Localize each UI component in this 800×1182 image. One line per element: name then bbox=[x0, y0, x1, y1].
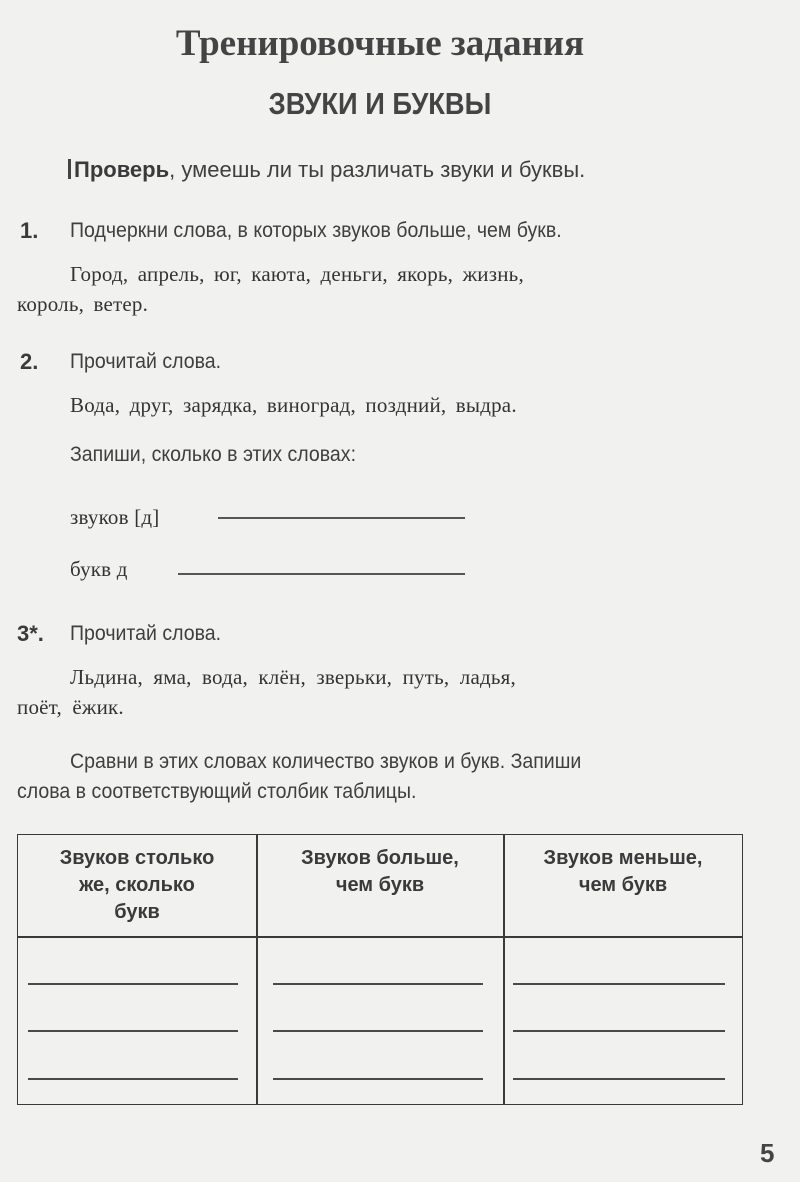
header-line: чем букв bbox=[335, 874, 425, 896]
task-2-header bbox=[20, 349, 38, 375]
task-3-words-line2: поёт, ёжик. bbox=[17, 695, 124, 719]
header-line: Звуков столько bbox=[59, 847, 215, 869]
page-number: 5 bbox=[760, 1138, 775, 1168]
header-line: чем букв bbox=[578, 874, 668, 896]
header-equal bbox=[18, 845, 256, 926]
check-text: , умеешь ли ты различать звуки и буквы. bbox=[169, 157, 586, 182]
answer-field-col3-row3[interactable] bbox=[513, 1078, 725, 1080]
task-2-prompt: Запиши, сколько в этих словах: bbox=[70, 443, 356, 466]
task-3-number: 3*. bbox=[17, 621, 44, 646]
answer-field-col3-row2[interactable] bbox=[513, 1030, 725, 1032]
task-1-instruction: Подчеркни слова, в которых звуков больше, чем букв. bbox=[70, 219, 562, 242]
answer-field-col2-row1[interactable] bbox=[273, 983, 483, 985]
letters-d-input[interactable] bbox=[178, 573, 465, 575]
header-divider bbox=[18, 936, 742, 938]
task-1-words-line1[interactable]: Город, апрель, юг, каюта, деньги, якорь, жизнь, bbox=[70, 262, 524, 286]
task-3-header bbox=[17, 621, 44, 647]
task-3-words-line1: Льдина, яма, вода, клён, зверьки, путь, ладья, bbox=[70, 665, 516, 689]
answer-field-col3-row1[interactable] bbox=[513, 983, 725, 985]
task-1-number: 1. bbox=[20, 218, 39, 243]
task-1-header bbox=[20, 218, 38, 244]
header-line: же, сколько bbox=[79, 874, 195, 896]
header-more bbox=[257, 845, 503, 899]
task-2-number: 2. bbox=[20, 349, 39, 374]
answer-field-col2-row2[interactable] bbox=[273, 1030, 483, 1032]
answer-field-col2-row3[interactable] bbox=[273, 1078, 483, 1080]
page-title: Тренировочные задания bbox=[175, 23, 585, 64]
section-title: ЗВУКИ И БУКВЫ bbox=[268, 86, 492, 121]
sounds-d-input[interactable] bbox=[218, 517, 465, 519]
task-2-instruction: Прочитай слова. bbox=[70, 350, 222, 373]
marker-bar bbox=[68, 159, 71, 179]
sounds-letters-table bbox=[17, 834, 743, 1105]
header-line: букв bbox=[114, 901, 160, 923]
header-line: Звуков меньше, bbox=[543, 847, 703, 869]
task-2-words: Вода, друг, зарядка, виноград, поздний, выдра. bbox=[70, 393, 517, 417]
header-line: Звуков больше, bbox=[301, 847, 459, 869]
task-3-instruction: Прочитай слова. bbox=[70, 622, 222, 645]
task-3-prompt-line2: слова в соответствующий столбик таблицы. bbox=[17, 780, 417, 803]
sounds-d-label: звуков [д] bbox=[70, 505, 160, 529]
answer-field-col1-row3[interactable] bbox=[28, 1078, 238, 1080]
check-bold: Проверь bbox=[74, 157, 170, 182]
header-less bbox=[504, 845, 742, 899]
letters-d-label: букв д bbox=[70, 557, 128, 581]
answer-field-col1-row1[interactable] bbox=[28, 983, 238, 985]
check-instruction bbox=[68, 157, 585, 183]
task-1-words-line2[interactable]: король, ветер. bbox=[17, 292, 149, 316]
answer-field-col1-row2[interactable] bbox=[28, 1030, 238, 1032]
task-3-prompt-line1: Сравни в этих словах количество звуков и букв. Запиши bbox=[70, 750, 582, 773]
